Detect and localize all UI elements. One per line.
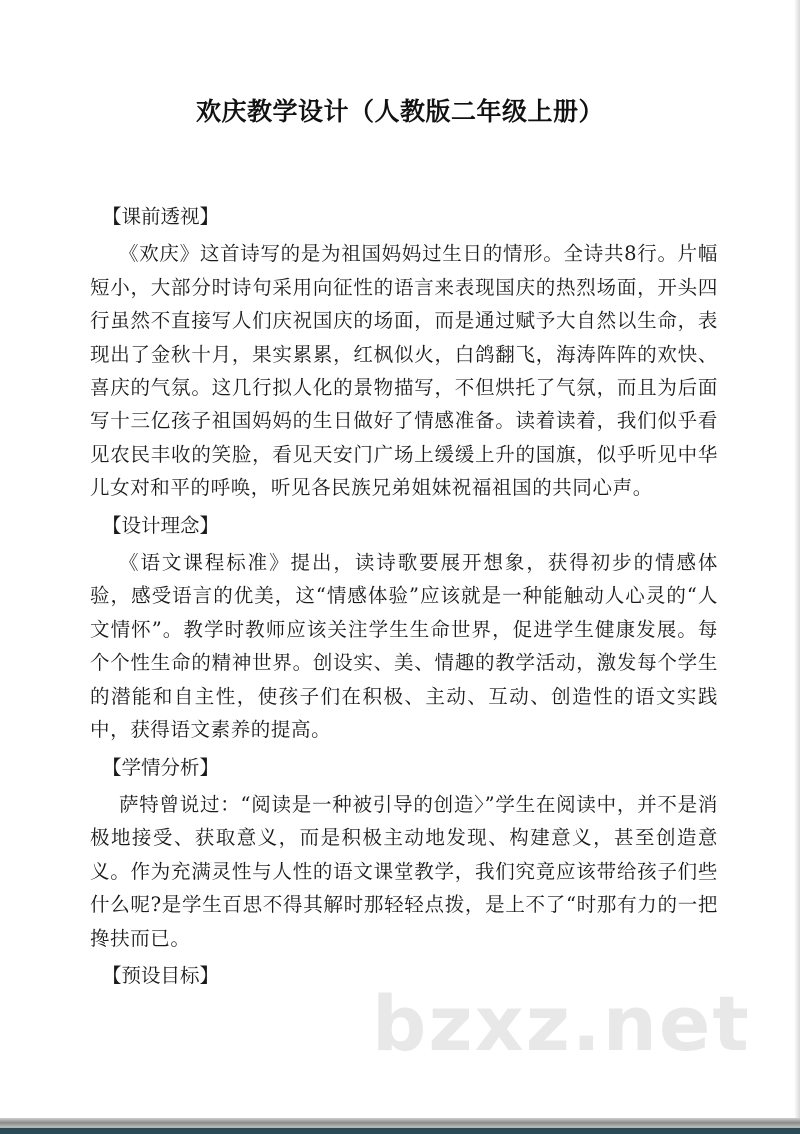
section-heading: 【设计理念】 (102, 513, 220, 537)
section-paragraph: 萨特曾说过：“阅读是一种被引导的创造〉”学生在阅读中，并不是消极地接受、获取意义，而是积极主动地发现、构建意义，甚至创造意义。作为充满灵性与人性的语文课堂教学，我们究竟应该带给孩子们些什么呢?是学生百思不得其解时那轻轻点拨，是上不了“时那有力的一把搀扶而已。 (90, 792, 718, 950)
section-heading: 【预设目标】 (102, 963, 220, 987)
section-paragraph: 《语文课程标准》提出，读诗歌要展开想象，获得初步的情感体验，感受语言的优美，这“情感体验”应该就是一种能触动人心灵的“人文情怀”。教学时教师应该关注学生生命世界，促进学生健康发展。每个个性生命的精神世界。创设实、美、情趣的教学活动，激发每个学生的潜能和自主性，使孩子们在积极、主动、互动、创造性的语文实践中，获得语文素养的提高。 (90, 551, 718, 742)
section-heading: 【学情分析】 (102, 755, 220, 779)
section-heading: 【课前透视】 (102, 205, 220, 228)
document-body (90, 196, 718, 996)
watermark-logo: bzxz.net (372, 979, 751, 1068)
page-bottom-bar-dark (0, 1128, 800, 1134)
section-learner-analysis (90, 751, 718, 955)
section-design-concept (90, 509, 718, 747)
section-preview (90, 200, 718, 505)
document-title: 欢庆教学设计（人教版二年级上册） (195, 97, 604, 126)
section-paragraph: 《欢庆》这首诗写的是为祖国妈妈过生日的情形。全诗共8行。片幅短小，大部分时诗句采用向征性的语言来表现国庆的热烈场面，开头四行虽然不直接写人们庆祝国庆的场面，而是通过赋予大自然以生命，表现出了金秋十月，果实累累，红枫似火，白鸽翻飞，海涛阵阵的欢快、喜庆的气氛。这几行拟人化的景物描写，不但烘托了气氛，而且为后面写十三亿孩子祖国妈妈的生日做好了情感准备。读着读着，我们似乎看见农民丰收的笑脸，看见天安门广场上缓缓上升的国旗，似乎听见中华儿女对和平的呼唤，听见各民族兄弟姐妹祝福祖国的共同心声。 (90, 242, 718, 500)
page-edge-shadow (794, 0, 800, 1118)
